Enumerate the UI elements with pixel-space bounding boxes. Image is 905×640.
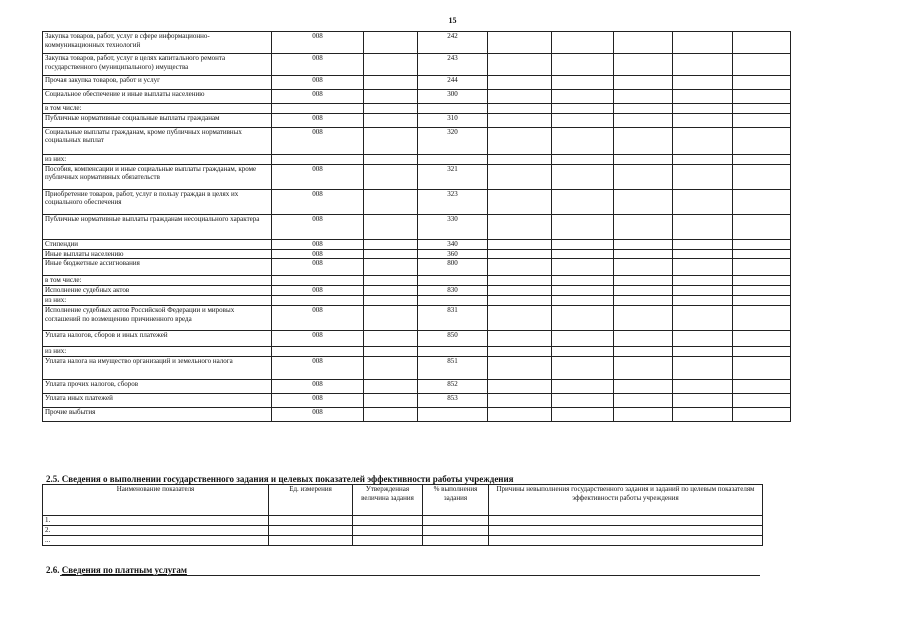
row-code [272, 104, 364, 114]
empty-cell [673, 286, 733, 296]
empty-cell [733, 296, 791, 306]
row-name: из них: [43, 347, 272, 357]
empty-cell [552, 347, 614, 357]
empty-cell [614, 394, 673, 408]
empty-cell [673, 331, 733, 347]
row-kvr: 323 [418, 189, 488, 214]
empty-cell [552, 394, 614, 408]
state-task-row [43, 526, 763, 536]
empty-cell [673, 296, 733, 306]
row-kvr: 800 [418, 259, 488, 276]
table-row [43, 214, 791, 239]
empty-cell [673, 357, 733, 380]
empty-cell [552, 104, 614, 114]
empty-cell [733, 164, 791, 189]
empty-cell [552, 276, 614, 286]
empty-cell [364, 32, 418, 54]
header-unit: Ед. измерения [269, 485, 353, 516]
empty-cell [614, 408, 673, 422]
empty-cell [673, 76, 733, 90]
empty-cell [614, 104, 673, 114]
row-code: 008 [272, 164, 364, 189]
table-row [43, 90, 791, 104]
empty-cell [364, 249, 418, 259]
empty-cell [364, 189, 418, 214]
empty-cell [673, 214, 733, 239]
row-label: 1. [43, 516, 269, 526]
empty-cell [552, 259, 614, 276]
empty-cell [733, 276, 791, 286]
state-task-header-row [43, 485, 763, 516]
row-kvr: 320 [418, 127, 488, 154]
empty-cell [733, 239, 791, 249]
row-name: из них: [43, 296, 272, 306]
empty-cell [733, 259, 791, 276]
empty-cell [488, 164, 552, 189]
empty-cell [673, 104, 733, 114]
row-name: Прочая закупка товаров, работ и услуг [43, 76, 272, 90]
row-name: Уплата налогов, сборов и иных платежей [43, 331, 272, 347]
empty-cell [614, 54, 673, 76]
table-row [43, 306, 791, 331]
empty-cell [614, 32, 673, 54]
empty-cell [364, 286, 418, 296]
empty-cell [733, 214, 791, 239]
row-kvr [418, 104, 488, 114]
empty-cell [488, 127, 552, 154]
empty-cell [673, 259, 733, 276]
empty-cell [488, 214, 552, 239]
empty-cell [364, 380, 418, 394]
table-row [43, 296, 791, 306]
empty-cell [552, 239, 614, 249]
empty-cell [733, 189, 791, 214]
empty-cell [673, 347, 733, 357]
empty-cell [673, 154, 733, 164]
row-name: Стипендии [43, 239, 272, 249]
row-label: 2. [43, 526, 269, 536]
empty-cell [614, 331, 673, 347]
row-kvr: 831 [418, 306, 488, 331]
row-name: в том числе: [43, 104, 272, 114]
empty-cell [733, 54, 791, 76]
empty-cell [552, 306, 614, 331]
table-row [43, 249, 791, 259]
row-name: в том числе: [43, 276, 272, 286]
row-kvr: 310 [418, 113, 488, 127]
table-row [43, 76, 791, 90]
row-name: Уплата иных платежей [43, 394, 272, 408]
empty-cell [552, 249, 614, 259]
empty-cell [364, 408, 418, 422]
row-name: из них: [43, 154, 272, 164]
table-row [43, 331, 791, 347]
empty-cell [552, 357, 614, 380]
empty-cell [673, 276, 733, 286]
row-kvr: 340 [418, 239, 488, 249]
empty-cell [733, 249, 791, 259]
row-kvr: 321 [418, 164, 488, 189]
empty-cell [673, 380, 733, 394]
section-2-6-number: 2.6. [46, 565, 60, 575]
empty-cell [614, 154, 673, 164]
empty-cell [364, 239, 418, 249]
row-code [272, 154, 364, 164]
row-name: Исполнение судебных актов Российской Федерации и мировых соглашений по возмещению причиненного вреда [43, 306, 272, 331]
empty-cell [614, 214, 673, 239]
table-row [43, 154, 791, 164]
empty-cell [733, 408, 791, 422]
empty-cell [488, 76, 552, 90]
empty-cell [673, 394, 733, 408]
row-kvr: 360 [418, 249, 488, 259]
empty-cell [488, 357, 552, 380]
row-code: 008 [272, 113, 364, 127]
empty-cell [488, 90, 552, 104]
empty-cell [733, 154, 791, 164]
empty-cell [733, 347, 791, 357]
empty-cell [614, 306, 673, 331]
row-code: 008 [272, 239, 364, 249]
section-2-6-title [46, 565, 187, 575]
empty-cell [614, 113, 673, 127]
row-name: Социальное обеспечение и иные выплаты населению [43, 90, 272, 104]
empty-cell [614, 76, 673, 90]
empty-cell [364, 127, 418, 154]
empty-cell [673, 249, 733, 259]
row-name: Социальные выплаты гражданам, кроме публичных нормативных социальных выплат [43, 127, 272, 154]
empty-cell [552, 286, 614, 296]
row-name: Уплата прочих налогов, сборов [43, 380, 272, 394]
empty-cell [364, 76, 418, 90]
empty-cell [614, 249, 673, 259]
empty-cell [552, 127, 614, 154]
empty-cell [552, 296, 614, 306]
empty-cell [733, 380, 791, 394]
row-kvr: 852 [418, 380, 488, 394]
empty-cell [552, 380, 614, 394]
row-name: Публичные нормативные выплаты гражданам несоциального характера [43, 214, 272, 239]
empty-cell [614, 276, 673, 286]
empty-cell [733, 331, 791, 347]
empty-cell [364, 296, 418, 306]
row-code [272, 347, 364, 357]
empty-cell [614, 239, 673, 249]
empty-cell [733, 32, 791, 54]
row-code: 008 [272, 249, 364, 259]
row-code: 008 [272, 127, 364, 154]
header-indicator-name: Наименование показателя [43, 485, 269, 516]
table-row [43, 54, 791, 76]
row-kvr: 300 [418, 90, 488, 104]
row-kvr [418, 276, 488, 286]
empty-cell [614, 90, 673, 104]
empty-cell [488, 54, 552, 76]
row-kvr: 330 [418, 214, 488, 239]
row-code: 008 [272, 259, 364, 276]
empty-cell [733, 394, 791, 408]
row-kvr: 830 [418, 286, 488, 296]
empty-cell [614, 189, 673, 214]
row-code: 008 [272, 286, 364, 296]
row-name: Приобретение товаров, работ, услуг в пользу граждан в целях их социального обеспечения [43, 189, 272, 214]
empty-cell [733, 90, 791, 104]
row-kvr: 851 [418, 357, 488, 380]
row-kvr: 244 [418, 76, 488, 90]
empty-cell [488, 276, 552, 286]
row-code: 008 [272, 54, 364, 76]
empty-cell [488, 394, 552, 408]
section-2-5-title: 2.5. Сведения о выполнении государственного задания и целевых показателей эффективности работы учреждения [46, 474, 514, 484]
row-code: 008 [272, 189, 364, 214]
empty-cell [673, 189, 733, 214]
table-row [43, 276, 791, 286]
empty-cell [488, 408, 552, 422]
empty-cell [673, 164, 733, 189]
empty-cell [488, 239, 552, 249]
row-code: 008 [272, 306, 364, 331]
table-row [43, 357, 791, 380]
empty-cell [364, 214, 418, 239]
row-name: Прочие выбытия [43, 408, 272, 422]
state-task-table [42, 484, 763, 546]
row-name: Закупка товаров, работ, услуг в сфере информационно-коммуникационных технологий [43, 32, 272, 54]
empty-cell [552, 113, 614, 127]
row-name: Уплата налога на имущество организаций и земельного налога [43, 357, 272, 380]
empty-cell [552, 32, 614, 54]
row-name: Исполнение судебных актов [43, 286, 272, 296]
empty-cell [614, 380, 673, 394]
table-row [43, 239, 791, 249]
empty-cell [488, 286, 552, 296]
empty-cell [364, 259, 418, 276]
row-kvr [418, 347, 488, 357]
empty-cell [552, 214, 614, 239]
empty-cell [733, 76, 791, 90]
state-task-row [43, 536, 763, 546]
row-kvr: 853 [418, 394, 488, 408]
table-row [43, 164, 791, 189]
row-code: 008 [272, 76, 364, 90]
empty-cell [673, 113, 733, 127]
empty-cell [673, 239, 733, 249]
empty-cell [733, 357, 791, 380]
empty-cell [552, 54, 614, 76]
row-kvr: 243 [418, 54, 488, 76]
table-row [43, 32, 791, 54]
empty-cell [488, 113, 552, 127]
empty-cell [673, 127, 733, 154]
table-row [43, 380, 791, 394]
empty-cell [673, 54, 733, 76]
empty-cell [552, 154, 614, 164]
row-name: Публичные нормативные социальные выплаты гражданам [43, 113, 272, 127]
table-row [43, 408, 791, 422]
empty-cell [552, 164, 614, 189]
table-row [43, 259, 791, 276]
row-code: 008 [272, 32, 364, 54]
state-task-row [43, 516, 763, 526]
empty-cell [488, 306, 552, 331]
empty-cell [552, 76, 614, 90]
empty-cell [488, 104, 552, 114]
empty-cell [364, 113, 418, 127]
empty-cell [488, 154, 552, 164]
empty-cell [614, 347, 673, 357]
row-code: 008 [272, 408, 364, 422]
row-name: Иные выплаты населению [43, 249, 272, 259]
row-code: 008 [272, 357, 364, 380]
empty-cell [614, 259, 673, 276]
table-row [43, 394, 791, 408]
empty-cell [488, 331, 552, 347]
empty-cell [364, 394, 418, 408]
empty-cell [364, 164, 418, 189]
row-kvr [418, 296, 488, 306]
empty-cell [614, 164, 673, 189]
header-reasons: Причины невыполнения государственного задания и заданий по целевым показателям эффективности работы учреждения [489, 485, 763, 516]
empty-cell [614, 127, 673, 154]
empty-cell [488, 347, 552, 357]
empty-cell [364, 276, 418, 286]
header-completion-percent: % выполнения задания [423, 485, 489, 516]
empty-cell [364, 357, 418, 380]
empty-cell [364, 54, 418, 76]
empty-cell [488, 189, 552, 214]
row-code: 008 [272, 331, 364, 347]
empty-cell [488, 32, 552, 54]
row-code: 008 [272, 380, 364, 394]
table-row [43, 113, 791, 127]
empty-cell [733, 104, 791, 114]
row-kvr [418, 408, 488, 422]
table-row [43, 189, 791, 214]
empty-cell [488, 296, 552, 306]
empty-cell [614, 357, 673, 380]
page-number: 15 [448, 16, 457, 25]
expenditure-table [42, 31, 791, 422]
row-code: 008 [272, 394, 364, 408]
empty-cell [552, 408, 614, 422]
table-row [43, 286, 791, 296]
table-row [43, 104, 791, 114]
empty-cell [364, 331, 418, 347]
empty-cell [614, 296, 673, 306]
row-code: 008 [272, 90, 364, 104]
empty-cell [552, 331, 614, 347]
header-approved-value: Утвержденная величина задания [353, 485, 423, 516]
row-kvr: 850 [418, 331, 488, 347]
empty-cell [488, 259, 552, 276]
row-kvr [418, 154, 488, 164]
empty-cell [673, 90, 733, 104]
empty-cell [364, 104, 418, 114]
empty-cell [364, 347, 418, 357]
row-code [272, 276, 364, 286]
table-row [43, 347, 791, 357]
table-row [43, 127, 791, 154]
empty-cell [673, 32, 733, 54]
empty-cell [364, 306, 418, 331]
empty-cell [733, 286, 791, 296]
section-2-6-label: Сведения по платным услугам [61, 565, 187, 575]
empty-cell [733, 306, 791, 331]
empty-cell [552, 189, 614, 214]
empty-cell [733, 113, 791, 127]
row-name: Иные бюджетные ассигнования [43, 259, 272, 276]
row-name: Пособия, компенсации и иные социальные выплаты гражданам, кроме публичных нормативных обязательств [43, 164, 272, 189]
row-kvr: 242 [418, 32, 488, 54]
empty-cell [364, 90, 418, 104]
empty-cell [673, 306, 733, 331]
row-label: ... [43, 536, 269, 546]
row-code: 008 [272, 214, 364, 239]
empty-cell [488, 249, 552, 259]
empty-cell [614, 286, 673, 296]
empty-cell [364, 154, 418, 164]
row-name: Закупка товаров, работ, услуг в целях капитального ремонта государственного (муниципального) имущества [43, 54, 272, 76]
empty-cell [733, 127, 791, 154]
empty-cell [552, 90, 614, 104]
row-code [272, 296, 364, 306]
empty-cell [488, 380, 552, 394]
empty-cell [673, 408, 733, 422]
section-2-6-underline [60, 575, 760, 576]
